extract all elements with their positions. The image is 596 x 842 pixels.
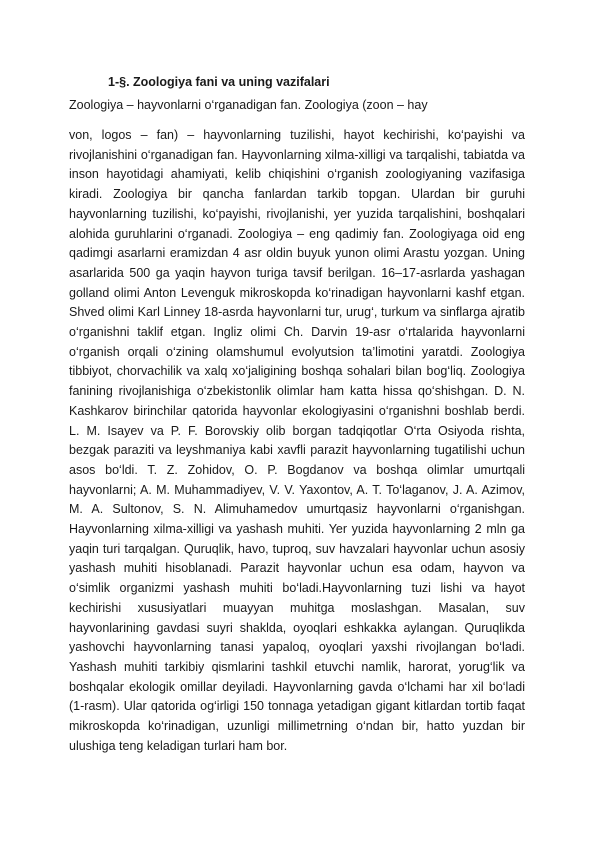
intro-line: Zoologiya – hayvonlarni o‘rganadigan fan. Zoologiya (zoon – hay <box>69 98 428 112</box>
body-paragraph: von, logos – fan) – hayvonlarning tuzilishi, hayot kechirishi, ko‘payishi va rivojlanishini o‘rganadigan fan. Hayvonlarning xilma-xilligi va tarqalishi, tabiatda va inson hayotidagi ahamiyati, kelib chiqishini o‘rganish zoologiyaning vazifasiga kiradi. Zoologiya bir qancha fanlardan tarkib topgan. Ulardan bir guruhi hayvonlarning tuzilishi, ko‘payishi, rivojlanishi, yer yuzida tarqalishini, boshqalari alohida guruhlarini o‘rganadi. Zoologiya – eng qadimiy fan. Zoologiyaga oid eng qadimgi asarlarni eramizdan 4 asr oldin buyuk yunon olimi Arastu yozgan. Uning asarlarida 500 ga yaqin hayvon turiga tavsif berilgan. 16–17-asrlarda yashagan golland olimi Anton Levenguk mikroskopda ko‘rinadigan hayvonlarni kashf etgan. Shved olimi Karl Linney 18-asrda hayvonlarni tur, urug‘, turkum va sinflarga ajratib o‘rganishni taklif etgan. Ingliz olimi Ch. Darvin 19-asr o‘rtalarida hayvonlarni o‘rganish orqali o‘zining olamshumul evolyutsion ta’limotini yaratdi. Zoologiya tibbiyot, chorvachilik va xalq xo‘jaligining boshqa sohalari bilan bog‘liq. Zoologiya fanining rivojlanishiga o‘zbekistonlik olimlar ham katta hissa qo‘shishgan. D. N. Kashkarov birinchilar qatorida hayvonlar ekologiyasini o‘rganishni boshlab berdi. L. M. Isayev va P. F. Borovskiy olib borgan tadqiqotlar O‘rta Osiyoda rishta, bezgak paraziti va leyshmaniya kabi xavfli parazit hayvonlarning tugatilishi uchun asos bo‘ldi. T. Z. Zohidov, O. P. Bogdanov va boshqa olimlar umurtqali hayvonlarni; A. M. Muhammadiyev, V. V. Yaxontov, A. T. To‘laganov, J. A. Azimov, M. A. Sultonov, S. N. Alimuhamedov umurtqasiz hayvonlarni o‘rganishgan. Hayvonlarning xilma-xilligi va yashash muhiti. Yer yuzida hayvonlarning 2 mln ga yaqin turi tarqalgan. Quruqlik, havo, tuproq, suv havzalari hayvonlar uchun asosiy yashash muhiti hisoblanadi. Parazit hayvonlar uchun esa odam, hayvon va o‘simlik organizmi yashash muhiti bo‘ladi.Hayvonlarning tuzi lishi va hayot kechirishi xususiyatlari muayyan muhitga moslashgan. Masalan, suv hayvonlarining gavdasi suyri shaklda, oyoqlari eshkakka aylangan. Quruqlikda yashovchi hayvonlarning tanasi yapaloq, oyoqlari yaxshi rivojlangan bo‘ladi. Yashash muhiti tarkibiy qismlarini tashkil etuvchi namlik, harorat, yorug‘lik va boshqalar ekologik omillar deyiladi. Hayvonlarning gavda o‘lchami har xil bo‘ladi (1-rasm). Ular qatorida og‘irligi 150 tonnaga yetadigan gigant kitlardan tortib faqat mikroskopda ko‘rinadigan, uzunligi millimetrning o‘ndan bir, hatto yuzdan bir ulushiga teng keladigan turlari ham bor. <box>69 128 525 753</box>
section-heading: 1-§. Zoologiya fani va uning vazifalari <box>108 75 330 89</box>
